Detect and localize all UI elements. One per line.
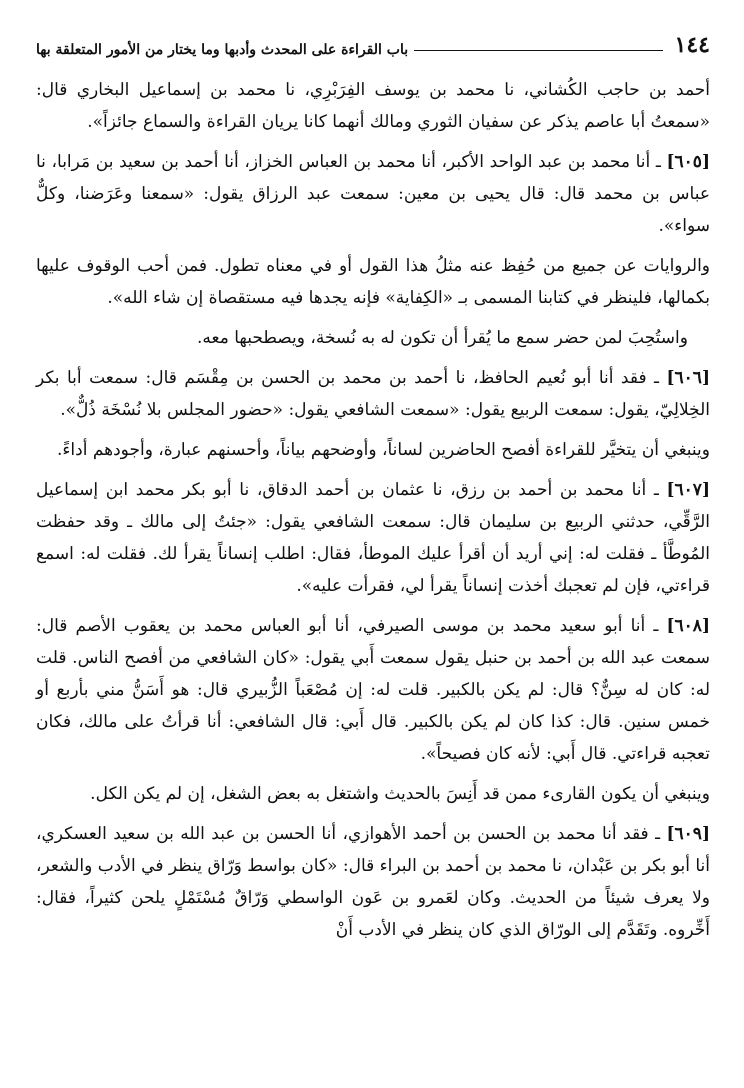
paragraph-607: [٦٠٧] ـ أنا محمد بن أحمد بن رزق، نا عثمان بن أحمد الدقاق، نا أبو بكر محمد ابن إسماعيل الرَّقِّي، حدثني الربيع بن سليمان قال: سمعت الشافعي يقول: «جئتُ إلى مالك ـ وقد حفظت المُوطَّأ ـ فقلت له: إني أريد أن أقرأ عليك الموطأ، فقال: اطلب إنساناً يقرأ لك. فقلت له: اسمع قراءتي، فإن لم تعجبك أخذت إنساناً يقرأ لي، فقرأت عليه». [36, 480, 710, 596]
paragraph-605: [٦٠٥] ـ أنا محمد بن عبد الواحد الأكبر، أنا محمد بن العباس الخزاز، أنا أحمد بن سعيد بن مَرابا، نا عباس بن محمد قال: قال يحيى بن معين: سمعت عبد الرزاق يقول: «سمعنا وعَرَضنا، وكلٌّ سواء». [36, 152, 710, 236]
narration-number: [٦٠٨] [666, 616, 710, 636]
paragraph-606: [٦٠٦] ـ فقد أنا أبو نُعيم الحافظ، نا أحمد بن محمد بن الحسن بن مِقْسَم قال: سمعت أبا بكر الخِلالِيّ، يقول: سمعت الربيع يقول: «سمعت الشافعي يقول: «حضور المجلس بلا نُسْخَة ذُلٌّ». [36, 368, 710, 420]
page-header [36, 28, 710, 58]
paragraph-4: واستُحِبَ لمن حضر سمع ما يُقرأ أن تكون له به نُسخة، ويصطحبها معه. [196, 328, 688, 348]
narration-number: [٦٠٩] [666, 824, 710, 844]
paragraph-9: وينبغي أن يكون القارىء ممن قد أَنِسَ بالحديث واشتغل به بعض الشغل، إن لم يكن الكل. [90, 784, 710, 804]
paragraph-609: [٦٠٩] ـ فقد أنا محمد بن الحسن بن أحمد الأهوازي، أنا الحسن بن عبد الله بن سعيد العسكري، أنا أبو بكر بن عَبْدان، نا محمد بن أحمد بن البراء قال: «كان بواسط وَرّاق ينظر في الأدب والشعر، ولا يعرف شيئاً من الحديث. وكان لعَمرو بن عَون الواسطي وَرّاقٌ مُسْتَمْلٍ يلحن كثيراً، فقال: أَخِّروه. وتَقَدَّم إلى الورّاق الذي كان ينظر في الأدب أَنْ [36, 824, 710, 940]
narration-number: [٦٠٥] [666, 152, 710, 172]
paragraph-1: أحمد بن حاجب الكُشاني، نا محمد بن يوسف الفِرَبْرِي، نا محمد بن إسماعيل البخاري قال: «سمعتُ أبا عاصم يذكر عن سفيان الثوري ومالك أنهما كانا يريان القراءة والسماع جائزاً». [36, 80, 710, 132]
page-number: ١٤٤ [674, 32, 710, 58]
narration-number: [٦٠٦] [666, 368, 710, 388]
paragraph-3: والروايات عن جميع من حُفِظ عنه مثلُ هذا القول أو في معناه تطول. فمن أحب الوقوف عليها بكمالها، فلينظر في كتابنا المسمى بـ «الكِفاية» فإنه يجدها فيه مستقصاة إن شاء الله». [36, 256, 710, 308]
paragraph-608: [٦٠٨] ـ أنا أبو سعيد محمد بن موسى الصيرفي، أنا أبو العباس محمد بن يعقوب الأصم قال: سمعت عبد الله بن أحمد بن حنبل يقول سمعت أَبي يقول: «كان الشافعي من أفصح الناس. قلت له: كان له سِنٌّ؟ قال: لم يكن بالكبير. قلت له: إن مُصْعَباً الزُّبيري قال: هو أَسَنُّ مني بأربع أو خمس سنين. قال: كذا كان لم يكن بالكبير. قال أَبي: قال الشافعي: أنا قرأتُ على مالك، فكان تعجبه قراءتي. قال أَبي: لأنه كان فصيحاً». [36, 616, 710, 764]
narration-number: [٦٠٧] [666, 480, 710, 500]
header-rule [414, 50, 662, 51]
page-body [36, 74, 710, 946]
paragraph-6: وينبغي أن يتخيَّر للقراءة أفصح الحاضرين لساناً، وأوضحهم بياناً، وأحسنهم عبارة، وأجودهم أداءً. [57, 440, 710, 460]
running-title: باب القراءة على المحدث وأدبها وما يختار من الأمور المتعلقة بها [36, 42, 409, 58]
